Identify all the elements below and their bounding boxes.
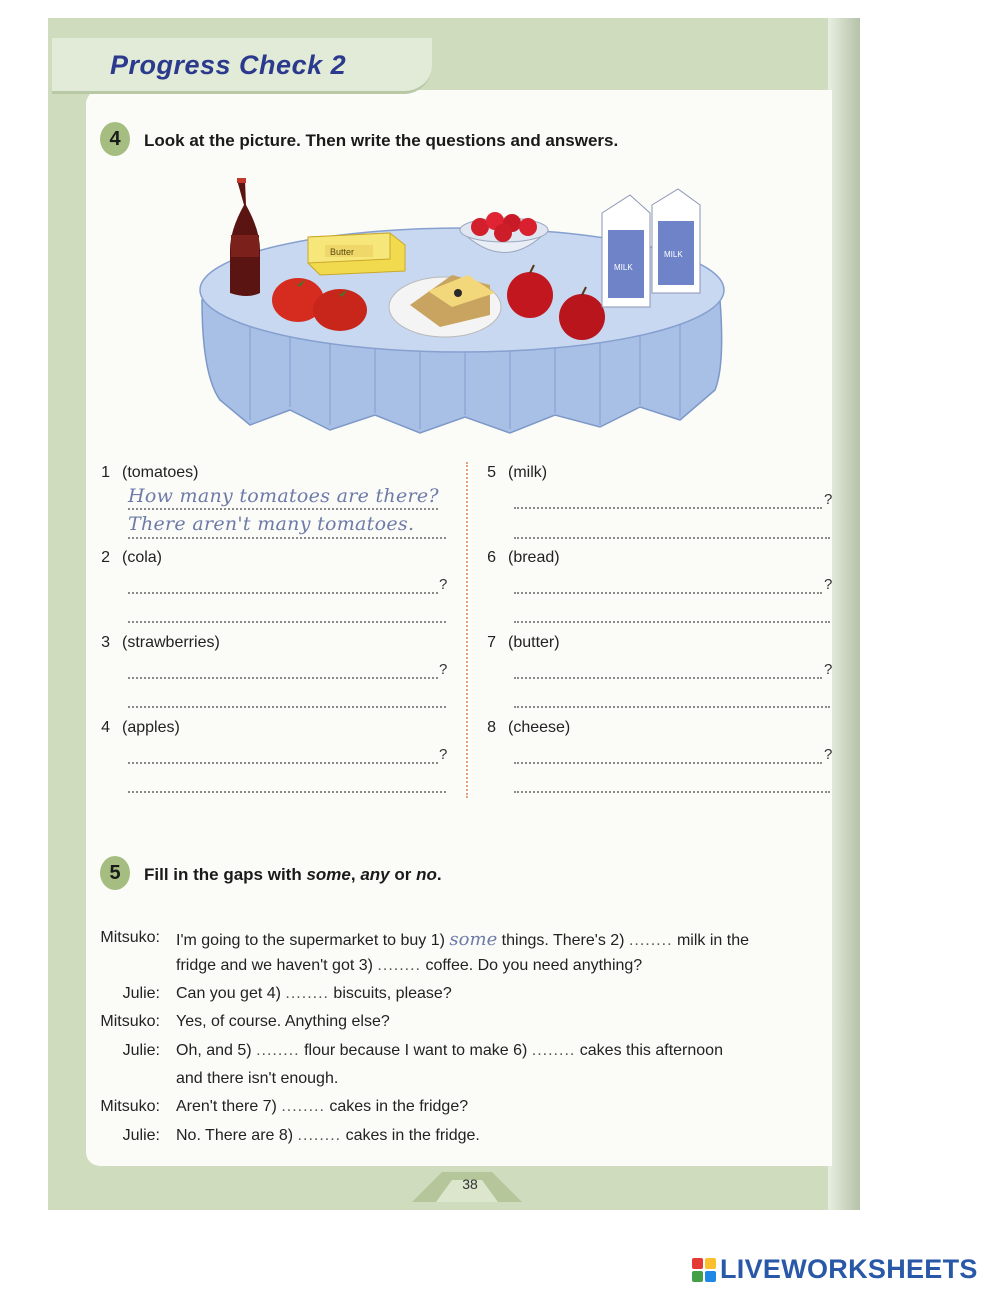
item-number: 7	[487, 634, 496, 651]
exercise-4-item-5	[486, 464, 816, 482]
cola-bottle	[230, 178, 260, 296]
liveworksheets-logo-icon	[692, 1258, 716, 1282]
liveworksheets-brand[interactable]	[692, 1254, 978, 1285]
question-mark: ?	[824, 661, 833, 678]
item-1-answer-answer[interactable]: There aren't many tomatoes.	[128, 513, 415, 535]
item-number: 3	[101, 634, 110, 651]
gap-3-field[interactable]: ........	[377, 957, 421, 974]
dialogue-line-5: Oh, and 5) ........ flour because I want to make 6) ........ cakes this afternoon	[176, 1042, 723, 1059]
item-word: (strawberries)	[122, 634, 220, 651]
item-5-answer-field[interactable]	[514, 537, 830, 539]
svg-text:Butter: Butter	[330, 247, 355, 257]
item-3-question-field[interactable]	[128, 677, 438, 679]
question-mark: ?	[439, 661, 448, 678]
speaker-label: Julie:	[122, 985, 160, 1002]
item-6-answer-field[interactable]	[514, 621, 830, 623]
dialogue-line-8: No. There are 8) ........ cakes in the fridge.	[176, 1127, 480, 1144]
exercise-4-badge: 4	[100, 122, 130, 156]
gap-5-field[interactable]: ........	[256, 1042, 300, 1059]
gap-4-field[interactable]: ........	[285, 985, 329, 1002]
item-number: 4	[101, 719, 110, 736]
dialogue-line-1: I'm going to the supermarket to buy 1) some things. There's 2) ........ milk in the	[176, 929, 749, 950]
speaker-label: Mitsuko:	[100, 1013, 160, 1030]
speaker-label: Mitsuko:	[100, 1098, 160, 1115]
brand-name: LIVEWORKSHEETS	[720, 1254, 978, 1284]
exercise-4-item-3	[100, 634, 430, 652]
question-mark: ?	[824, 491, 833, 508]
butter-box	[308, 233, 405, 275]
dialogue-line-2: fridge and we haven't got 3) ........ coffee. Do you need anything?	[176, 957, 643, 974]
item-3-answer-field[interactable]	[128, 706, 446, 708]
item-2-answer-field[interactable]	[128, 621, 446, 623]
page-number: 38	[462, 1176, 478, 1192]
item-1-dotted-line-2	[128, 537, 446, 539]
dialogue-line-3: Can you get 4) ........ biscuits, please?	[176, 985, 452, 1002]
exercise-4-instruction: Look at the picture. Then write the questions and answers.	[144, 131, 619, 150]
item-number: 2	[101, 549, 110, 566]
item-6-question-field[interactable]	[514, 592, 822, 594]
item-number: 6	[487, 549, 496, 566]
speaker-label: Julie:	[122, 1127, 160, 1144]
question-mark: ?	[824, 576, 833, 593]
item-word: (tomatoes)	[122, 464, 199, 481]
item-7-question-field[interactable]	[514, 677, 822, 679]
gap-6-field[interactable]: ........	[531, 1042, 576, 1059]
dialogue-line-4: Yes, of course. Anything else?	[176, 1013, 390, 1030]
item-1-question-answer[interactable]: How many tomatoes are there?	[128, 485, 439, 507]
column-divider	[466, 462, 468, 798]
item-2-question-field[interactable]	[128, 592, 438, 594]
question-mark: ?	[824, 746, 833, 763]
item-8-question-field[interactable]	[514, 762, 822, 764]
item-number: 8	[487, 719, 496, 736]
item-word: (milk)	[508, 464, 548, 481]
speaker-label: Julie:	[122, 1042, 160, 1059]
exercise-4-item-1	[100, 464, 430, 482]
item-4-answer-field[interactable]	[128, 791, 446, 793]
gap-2-field[interactable]: ........	[628, 932, 673, 949]
item-7-answer-field[interactable]	[514, 706, 830, 708]
svg-text:MILK: MILK	[614, 263, 633, 272]
exercise-4-item-6	[486, 549, 816, 567]
item-5-question-field[interactable]	[514, 507, 822, 509]
page-binding-edge	[828, 18, 860, 1210]
item-4-question-field[interactable]	[128, 762, 438, 764]
dialogue-line-7: Aren't there 7) ........ cakes in the fridge?	[176, 1098, 469, 1115]
speaker-label: Mitsuko:	[100, 929, 160, 946]
exercise-4-item-2	[100, 549, 430, 567]
exercise-4-item-4	[100, 719, 430, 737]
item-word: (butter)	[508, 634, 560, 651]
exercise-5-instruction: Fill in the gaps with some, any or no.	[144, 865, 442, 884]
question-mark: ?	[439, 576, 448, 593]
exercise-4-item-8	[486, 719, 816, 737]
gap-7-field[interactable]: ........	[281, 1098, 325, 1115]
dialogue-line-6: and there isn't enough.	[176, 1070, 339, 1087]
food-table-illustration	[190, 175, 730, 435]
item-word: (cola)	[122, 549, 163, 566]
item-number: 5	[487, 464, 496, 481]
question-mark: ?	[439, 746, 448, 763]
item-word: (apples)	[122, 719, 180, 736]
page-title: Progress Check 2	[110, 50, 347, 80]
item-1-dotted-line-1	[128, 508, 438, 510]
exercise-4-item-7	[486, 634, 816, 652]
item-word: (cheese)	[508, 719, 571, 736]
gap-1-filled[interactable]: some	[449, 929, 498, 950]
exercise-5-badge: 5	[100, 856, 130, 890]
item-word: (bread)	[508, 549, 560, 566]
item-number: 1	[101, 464, 110, 481]
item-8-answer-field[interactable]	[514, 791, 830, 793]
svg-text:MILK: MILK	[664, 250, 683, 259]
gap-8-field[interactable]: ........	[297, 1127, 342, 1144]
